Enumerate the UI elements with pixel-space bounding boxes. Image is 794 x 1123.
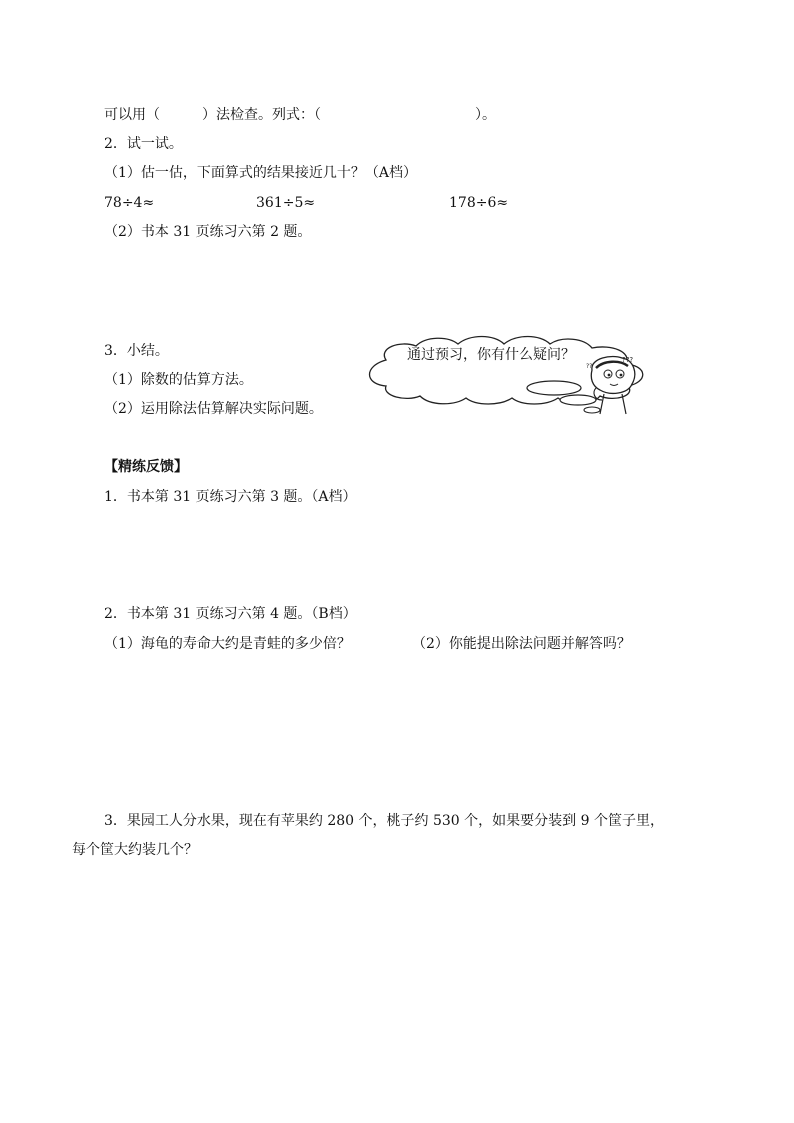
- book-exercise-2: （2）书本 31 页练习六第 2 题。: [104, 224, 312, 240]
- text-line-check: 可以用（ ）法检查。列式：（ ）。: [104, 107, 496, 123]
- estimate-question: （1）估一估，下面算式的结果接近几十？（A档）: [104, 165, 418, 181]
- cartoon-boy-icon: [582, 352, 644, 420]
- section-3-heading: 3．小结。: [104, 343, 169, 359]
- section-2-heading: 2．试一试。: [104, 136, 183, 152]
- feedback-item-2: 2．书本第 31 页练习六第 4 题。（B档）: [104, 606, 357, 622]
- expression-3: 178÷6≈: [449, 195, 509, 211]
- svg-text:??: ??: [586, 363, 593, 370]
- summary-item-1: （1）除数的估算方法。: [104, 372, 253, 388]
- feedback-item-2-q2: （2）你能提出除法问题并解答吗？: [412, 636, 631, 652]
- svg-text:???: ???: [622, 356, 634, 364]
- practice-feedback-heading: 【精练反馈】: [104, 459, 188, 475]
- feedback-item-3: 3．果园工人分水果，现在有苹果约 280 个，桃子约 530 个，如果要分装到 9 个筐子里，: [104, 813, 664, 829]
- thought-bubble-text: 通过预习，你有什么疑问？: [407, 347, 575, 363]
- feedback-item-2-q1: （1）海龟的寿命大约是青蛙的多少倍？: [104, 636, 351, 652]
- summary-item-2: （2）运用除法估算解决实际问题。: [104, 401, 323, 417]
- feedback-item-1: 1．书本第 31 页练习六第 3 题。（A档）: [104, 489, 357, 505]
- expression-1: 78÷4≈: [104, 195, 155, 211]
- expression-2: 361÷5≈: [256, 195, 316, 211]
- feedback-item-3-cont: 每个筐大约装几个？: [72, 842, 198, 858]
